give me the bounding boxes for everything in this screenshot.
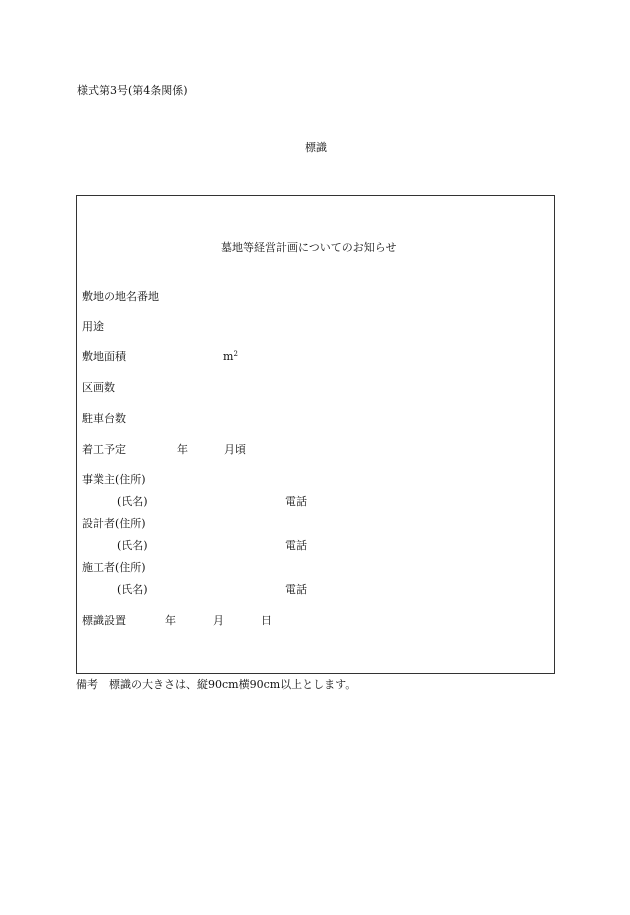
- contractor-name-label: (氏名): [117, 583, 148, 596]
- footnote: 備考 標識の大きさは、縦90cm横90cm以上とします。: [76, 678, 357, 691]
- area-unit-base: m: [223, 350, 234, 363]
- form-title: 標識: [305, 141, 327, 154]
- form-number: 様式第3号(第4条関係): [77, 84, 188, 97]
- designer-address-label: 設計者(住所): [82, 517, 146, 530]
- business-owner-name-label: (氏名): [117, 495, 148, 508]
- contractor-address-label: 施工者(住所): [82, 561, 146, 574]
- site-area-label: 敷地面積: [82, 350, 126, 363]
- parking-count-label: 駐車台数: [82, 412, 126, 425]
- designer-phone-label: 電話: [285, 539, 307, 552]
- notice-sign-box: [76, 195, 555, 674]
- construction-year-label: 年: [177, 443, 188, 456]
- use-label: 用途: [82, 320, 104, 333]
- site-address-label: 敷地の地名番地: [82, 290, 159, 303]
- designer-name-label: (氏名): [117, 539, 148, 552]
- contractor-phone-label: 電話: [285, 583, 307, 596]
- sign-installed-day-label: 日: [261, 614, 272, 627]
- notice-heading: 墓地等経営計画についてのお知らせ: [221, 241, 397, 254]
- construction-start-label: 着工予定: [82, 443, 126, 456]
- plot-count-label: 区画数: [82, 381, 115, 394]
- area-unit: [223, 350, 238, 365]
- business-owner-address-label: 事業主(住所): [82, 473, 146, 486]
- construction-month-label: 月頃: [224, 443, 246, 456]
- sign-installed-label: 標識設置: [82, 614, 126, 627]
- sign-installed-year-label: 年: [165, 614, 176, 627]
- area-unit-power: 2: [233, 350, 238, 358]
- business-owner-phone-label: 電話: [285, 495, 307, 508]
- sign-installed-month-label: 月: [213, 614, 224, 627]
